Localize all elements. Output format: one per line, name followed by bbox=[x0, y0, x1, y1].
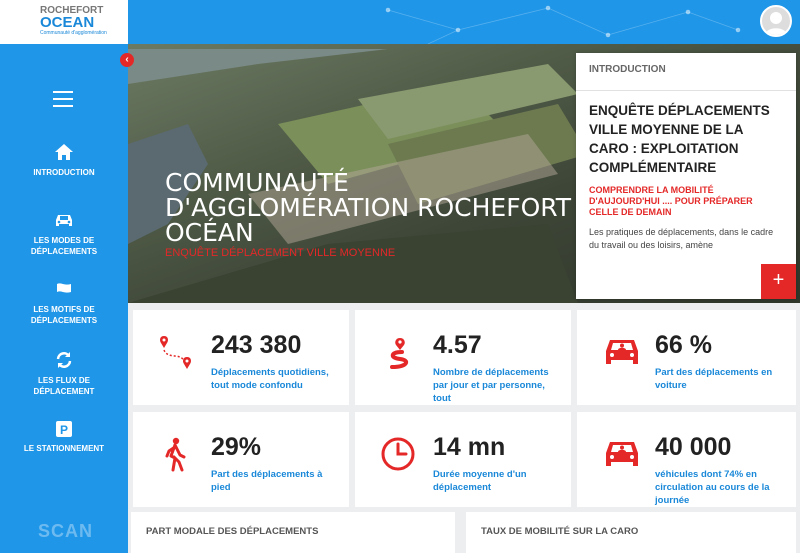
introduction-highlight: COMPRENDRE LA MOBILITÉ D'AUJOURD'HUI .... POUR PRÉPARER CELLE DE DEMAIN bbox=[589, 185, 753, 217]
panel-taux-mobilite bbox=[466, 512, 796, 553]
stat-value: 66 % bbox=[655, 331, 712, 359]
stat-card bbox=[577, 412, 796, 507]
sidebar-item-label: LES MODES DE DÉPLACEMENTS bbox=[30, 236, 98, 256]
scan-logo: SCAN bbox=[38, 521, 94, 541]
introduction-card bbox=[576, 53, 796, 299]
top-bar bbox=[128, 0, 800, 44]
logo-line-1: ROCHEFORT bbox=[40, 5, 104, 16]
user-icon bbox=[762, 7, 790, 35]
sidebar-item-stationnement[interactable] bbox=[0, 421, 128, 454]
sidebar-item-modes[interactable] bbox=[0, 211, 128, 257]
stat-value: 4.57 bbox=[433, 331, 482, 359]
home-icon bbox=[54, 143, 74, 161]
panel-title: PART MODALE DES DÉPLACEMENTS bbox=[146, 526, 319, 537]
stat-card bbox=[355, 310, 571, 405]
winding-road-icon bbox=[380, 334, 420, 374]
hero-subtitle: ENQUÊTE DÉPLACEMENT VILLE MOYENNE bbox=[165, 247, 396, 259]
stat-card bbox=[133, 412, 349, 507]
route-pin-icon bbox=[158, 334, 198, 374]
user-avatar[interactable] bbox=[760, 5, 792, 37]
sidebar-item-label: LE STATIONNEMENT bbox=[23, 444, 105, 453]
sidebar-item-flux[interactable] bbox=[0, 351, 128, 397]
stat-label: Durée moyenne d'un déplacement bbox=[433, 469, 527, 493]
clock-icon bbox=[380, 436, 416, 472]
sidebar-item-label: INTRODUCTION bbox=[33, 168, 95, 177]
network-decoration bbox=[128, 0, 800, 44]
car-icon bbox=[54, 211, 74, 229]
sidebar bbox=[0, 0, 128, 553]
introduction-text: Les pratiques de déplacements, dans le cadre du travail ou des loisirs, amène bbox=[589, 227, 774, 250]
sidebar-item-introduction[interactable] bbox=[0, 143, 128, 178]
expand-button[interactable]: + bbox=[761, 264, 796, 299]
panel-part-modale bbox=[131, 512, 455, 553]
stat-card bbox=[355, 412, 571, 507]
logo[interactable] bbox=[0, 0, 128, 44]
sidebar-item-motifs[interactable] bbox=[0, 282, 128, 326]
panel-title: TAUX DE MOBILITÉ SUR LA CARO bbox=[481, 526, 639, 537]
introduction-header: INTRODUCTION bbox=[576, 53, 796, 91]
stat-label: Nombre de déplacements par jour et par personne, tout bbox=[433, 367, 549, 404]
menu-icon[interactable] bbox=[53, 91, 73, 107]
stat-label: Part des déplacements à pied bbox=[211, 469, 323, 493]
stat-value: 243 380 bbox=[211, 331, 302, 359]
collapse-sidebar-button[interactable]: ‹ bbox=[120, 53, 134, 67]
stat-value: 29% bbox=[211, 433, 262, 461]
car-front-icon bbox=[602, 334, 642, 370]
svg-text:P: P bbox=[59, 423, 69, 437]
stat-value: 14 mn bbox=[433, 433, 506, 461]
car-front-icon bbox=[602, 436, 642, 472]
refresh-icon bbox=[55, 351, 73, 369]
hero-title: COMMUNAUTÉ D'AGGLOMÉRATION ROCHEFORT OCÉAN bbox=[165, 168, 572, 247]
stat-card bbox=[577, 310, 796, 405]
flag-icon bbox=[54, 282, 74, 298]
stat-label: véhicules dont 74% en circulation au cours de la journée bbox=[655, 469, 770, 506]
logo-line-3: Communauté d'agglomération bbox=[40, 30, 107, 36]
parking-icon bbox=[56, 421, 72, 437]
sidebar-item-label: LES MOTIFS DE DÉPLACEMENTS bbox=[30, 305, 98, 325]
walking-person-icon bbox=[158, 436, 198, 476]
logo-line-2: OCEAN bbox=[40, 14, 95, 31]
stat-card bbox=[133, 310, 349, 405]
introduction-title: ENQUÊTE DÉPLACEMENTS VILLE MOYENNE DE LA CARO : EXPLOITATION COMPLÉMENTAIRE bbox=[589, 103, 770, 175]
stat-label: Part des déplacements en voiture bbox=[655, 367, 773, 391]
sidebar-item-label: LES FLUX DE DÉPLACEMENT bbox=[33, 376, 95, 396]
stat-label: Déplacements quotidiens, tout mode confondu bbox=[211, 367, 329, 391]
stat-value: 40 000 bbox=[655, 433, 732, 461]
